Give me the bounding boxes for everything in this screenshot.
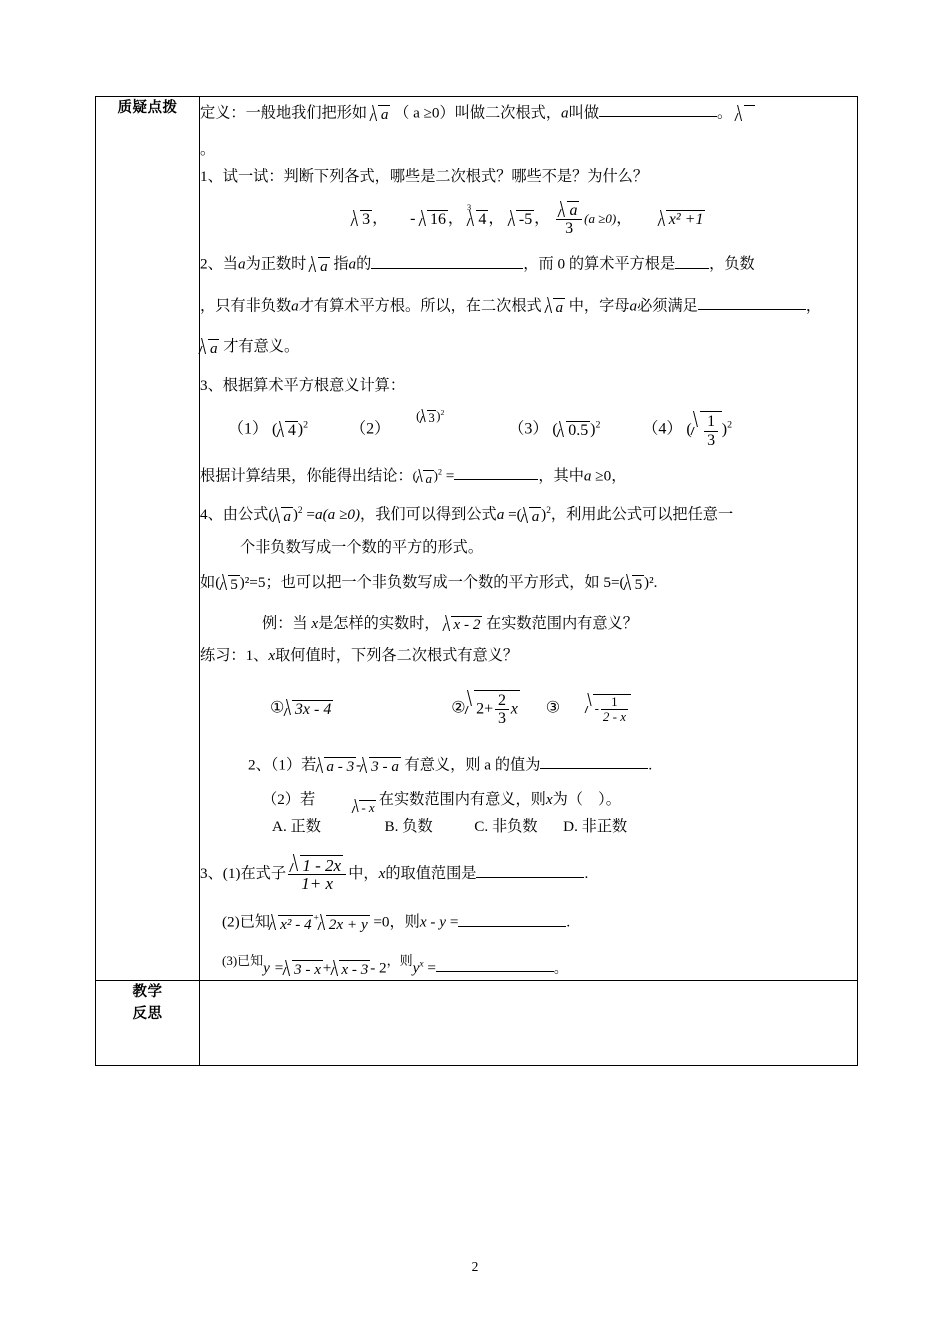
practice2-line2-c: 为（ ）。 [552, 790, 621, 808]
practice2-overlap-group [361, 789, 546, 816]
item3-expr-sqrt05-squared: ( 0.5 )$^2$ [552, 419, 601, 440]
item3-part2-num: （2） [350, 420, 391, 438]
practice3-rad-3-minus-x: 3 - x [284, 960, 323, 977]
practice2-line1 [200, 754, 857, 777]
practice1-label [200, 645, 857, 668]
expr-sqrt-a-over-3: $\frac{a}{3}$ [556, 201, 582, 238]
item3-conclusion-var: a [583, 467, 592, 485]
practice3-line3 [200, 953, 857, 980]
definition-prefix: 定义：一般地我们把形如 [200, 104, 368, 122]
item4-line1-b: = [302, 506, 315, 524]
practice2-line1-c: . [648, 756, 653, 774]
item2-line2-b: 才有算术平方根。所以，在二次根式 [298, 297, 542, 315]
item4-line1-c: a(a ≥0) [314, 506, 360, 524]
item4-line1 [200, 504, 857, 527]
practice1-expr-2: 2+ $\frac{2}{3}$ x [466, 690, 520, 727]
practice2-option-b: B. 负数 [384, 817, 433, 835]
item3-expr-sqrt4-squared: ( 4 )$^2$ [272, 419, 309, 440]
practice3-line3-eq: = [423, 959, 436, 977]
example-prefix: 例：当 [262, 614, 308, 632]
item2-line1-d: 的 [356, 255, 372, 273]
example-suffix: 在实数范围内有意义？ [486, 614, 638, 632]
practice3-line3-a: (3)已知 [222, 953, 264, 969]
practice2-line2-var: x [545, 790, 553, 808]
radical-empty-trailing [736, 105, 755, 122]
definition-call: 叫做 [568, 104, 599, 122]
practice1-item2-marker: ② [451, 699, 466, 717]
practice3-line3-b: ，则 [386, 953, 413, 969]
practice3-line1-d: . [584, 864, 589, 882]
practice2-line1-b: 有意义，则 a 的值为 [404, 756, 541, 774]
item2-blank1 [371, 253, 523, 268]
item4-expr2: ( a )$^2$ [516, 506, 551, 526]
practice1-item3-marker: ③ [545, 699, 561, 717]
radical-a-item2-3: a [200, 339, 219, 356]
practice3-plus: + [313, 913, 319, 924]
expr-a-condition: (a ≥0) [584, 210, 617, 226]
definition-var: a [561, 104, 569, 122]
practice3-line2-c: . [566, 913, 571, 931]
practice1-label-b: 取何值时，下列各二次根式有意义？ [275, 647, 519, 665]
item3-conclusion-b: ，其中 [538, 467, 584, 485]
expr-sqrt-16: 16 [419, 210, 447, 228]
practice3-line1-a: 3、(1)在式子 [200, 864, 287, 882]
item3-parts [200, 407, 857, 449]
item3-conclusion-a: 根据计算结果，你能得出结论： [200, 467, 413, 485]
item2-line2-c: 中，字母 [568, 297, 630, 315]
item2-line1-f: ，负数 [709, 255, 755, 273]
table-row [96, 97, 858, 981]
practice3-line3-y: y = [263, 959, 284, 977]
practice3-line2-expr: x - y [419, 913, 447, 931]
practice3-blank2 [458, 911, 566, 926]
practice1-expr-3: - $\frac{1}{2 - x}$ [586, 694, 631, 725]
expr-cbrt-4: 3 4 [467, 202, 487, 229]
row-label-reflection-cell [96, 980, 200, 1065]
item3-expr-sqrt-onethird-squared: ( $\frac{1}{3}$ )$^2$ [686, 413, 733, 449]
item4-line2: 个非负数写成一个数的平方的形式。 [240, 539, 483, 557]
item4-line1-h: ，利用此公式可以把任意一 [550, 506, 734, 524]
practice2-option-a: A. 正数 [272, 817, 321, 835]
radical-a-definition [371, 105, 390, 122]
item2-line2-d: 必须满足 [637, 297, 698, 315]
practice3-line2-b: =0，则 [369, 913, 420, 931]
item2-var-a2: a [348, 255, 357, 273]
item4-expr1: ( a )$^2$ [268, 506, 303, 526]
practice3-fraction-1: $\frac{1 - 2x}{1+ x}$ [288, 855, 346, 894]
item2-line3 [200, 336, 857, 359]
item1-expressions: 3 ， - 16 ， 3 4 ， -5 ， $\frac{a}{3}$ (a ≥0)， x² +1 [200, 201, 857, 238]
item4-line3-c: )². [644, 573, 658, 591]
practice2-option-d: D. 非正数 [563, 817, 628, 835]
page-number: 2 [471, 1259, 479, 1274]
practice2-blank1 [540, 754, 648, 769]
definition-condition: （ a ≥0）叫做二次根式， [394, 104, 562, 122]
radical-5-a: 5 [220, 575, 239, 592]
item1-label: 1、试一试：判断下列各式，哪些是二次根式？哪些不是？为什么？ [200, 168, 649, 186]
item3-conclusion-blank [454, 465, 538, 480]
practice3-line2 [200, 911, 857, 934]
definition-period: 。 [717, 104, 733, 122]
practice3-line3-minus: - 2 [370, 959, 387, 977]
practice1-expr-1: 3x - 4 [284, 700, 333, 718]
item2-var-b2: a [629, 297, 638, 315]
practice1-item1-marker: ① [270, 699, 285, 717]
item4-line1-f: = [504, 506, 517, 524]
practice3-blank3 [436, 957, 554, 972]
example-mid: 是怎样的实数时， [318, 614, 440, 632]
item3-conclusion-c: ≥0， [591, 467, 627, 485]
practice2-rad-3-minus-a: 3 - a [361, 757, 401, 774]
practice1-label-var: x [268, 647, 276, 665]
practice2-rad-neg-x: - x [353, 796, 376, 816]
item2-line1-e: ，而 0 的算术平方根是 [523, 255, 676, 273]
radical-x-minus-2: x - 2 [443, 616, 482, 633]
practice3-rad-x-minus-3: x - 3 [331, 960, 370, 977]
item3-part4-num: （4） [642, 420, 683, 438]
radical-5-b: 5 [625, 575, 644, 592]
item3-expr-sqrt3-squared: ( 3 )$^2$ [416, 407, 445, 425]
item4-line1-d: ，我们可以得到公式 [360, 506, 497, 524]
expr-sqrt-x2-plus-1: x² +1 [658, 210, 705, 228]
item3-conclusion-eq: = [441, 467, 455, 485]
practice3-line1-var: x [378, 864, 386, 882]
item2-var-a1: a [237, 255, 246, 273]
item2-line1-c: 指 [333, 255, 349, 273]
practice3-rad-x2-minus-4: x² - 4 [270, 915, 313, 932]
item2-line1-b: 为正数时 [245, 255, 307, 273]
lesson-content-cell [200, 97, 858, 981]
item3-part3-num: （3） [508, 420, 549, 438]
practice3-line3-plus: + [322, 959, 332, 977]
practice2-line1-a: 2、（1）若 [248, 756, 317, 774]
item4-line3-a: 如( [200, 573, 221, 591]
item4-line3 [200, 572, 857, 595]
item3-conclusion-expr: ( a )$^2$ [412, 468, 442, 486]
radical-a-item2-2: a [546, 298, 565, 315]
row-label-questioning: 质疑点拨 [117, 100, 178, 116]
example-var: x [311, 614, 319, 632]
lesson-plan-table [95, 96, 858, 1066]
item2-line1-a: 2、当 [200, 255, 238, 273]
practice2-rad-a-minus-3: a - 3 [316, 757, 356, 774]
item2-blank2 [675, 253, 709, 268]
row-label-reflection-line1: 教学 [132, 983, 163, 1000]
practice2-line2-b: 在实数范围内有意义，则 [378, 790, 546, 808]
practice3-line1-c: 的取值范围是 [385, 864, 477, 882]
practice3-line3-c: 。 [553, 960, 567, 976]
item3-part1-num: （1） [228, 420, 269, 438]
item4-line3-b: )²=5；也可以把一个非负数写成一个数的平方形式，如 5=( [239, 573, 625, 591]
practice1-items [200, 690, 857, 727]
item2-line2-a: ，只有非负数 [200, 297, 292, 315]
item2-blank3 [698, 295, 806, 310]
item3-label: 3、根据算术平方根意义计算： [200, 376, 406, 394]
practice3-line2-a: (2)已知 [222, 913, 271, 931]
practice3-line2-eq: = [446, 913, 459, 931]
practice2-options [200, 816, 857, 839]
practice3-line3-expr2: y [412, 959, 420, 977]
practice2-option-c: C. 非负数 [474, 817, 538, 835]
practice3-line3-sup: x [419, 959, 424, 970]
practice3-blank1 [476, 862, 584, 877]
definition-line [200, 102, 857, 125]
practice3-line1-b: 中， [348, 864, 379, 882]
table-row-reflection [96, 980, 858, 1065]
practice3-line1 [200, 855, 857, 894]
item2-line2-e: ， [805, 297, 822, 315]
expr-sqrt-neg5: -5 [508, 210, 534, 228]
item4-line1-e: a [496, 506, 505, 524]
definition-blank [599, 102, 717, 117]
radicand-a: a [378, 105, 390, 122]
item3-conclusion [200, 465, 857, 488]
practice2-line2-a: （2）若 [262, 790, 316, 808]
item4-line1-a: 4、由公式 [200, 506, 269, 524]
practice2-minus: - [356, 756, 362, 774]
item2-line3-text: 才有意义。 [223, 337, 300, 355]
practice2-line2 [200, 789, 857, 816]
reflection-content-cell [200, 980, 858, 1065]
practice3-rad-2x-plus-y: 2x + y [319, 915, 370, 932]
item2-line2 [200, 295, 857, 318]
item2-var-b1: a [291, 297, 299, 315]
expr-sqrt-3: 3 [352, 210, 372, 228]
practice1-label-a: 练习：1、 [200, 647, 269, 665]
radical-a-item2-1: a [310, 257, 329, 274]
definition-second-line: 。 [200, 141, 216, 159]
item2-line1 [200, 253, 857, 276]
example-line [200, 613, 857, 636]
row-label-reflection-line2: 反思 [132, 1006, 163, 1023]
row-label-questioning-cell [96, 97, 200, 981]
